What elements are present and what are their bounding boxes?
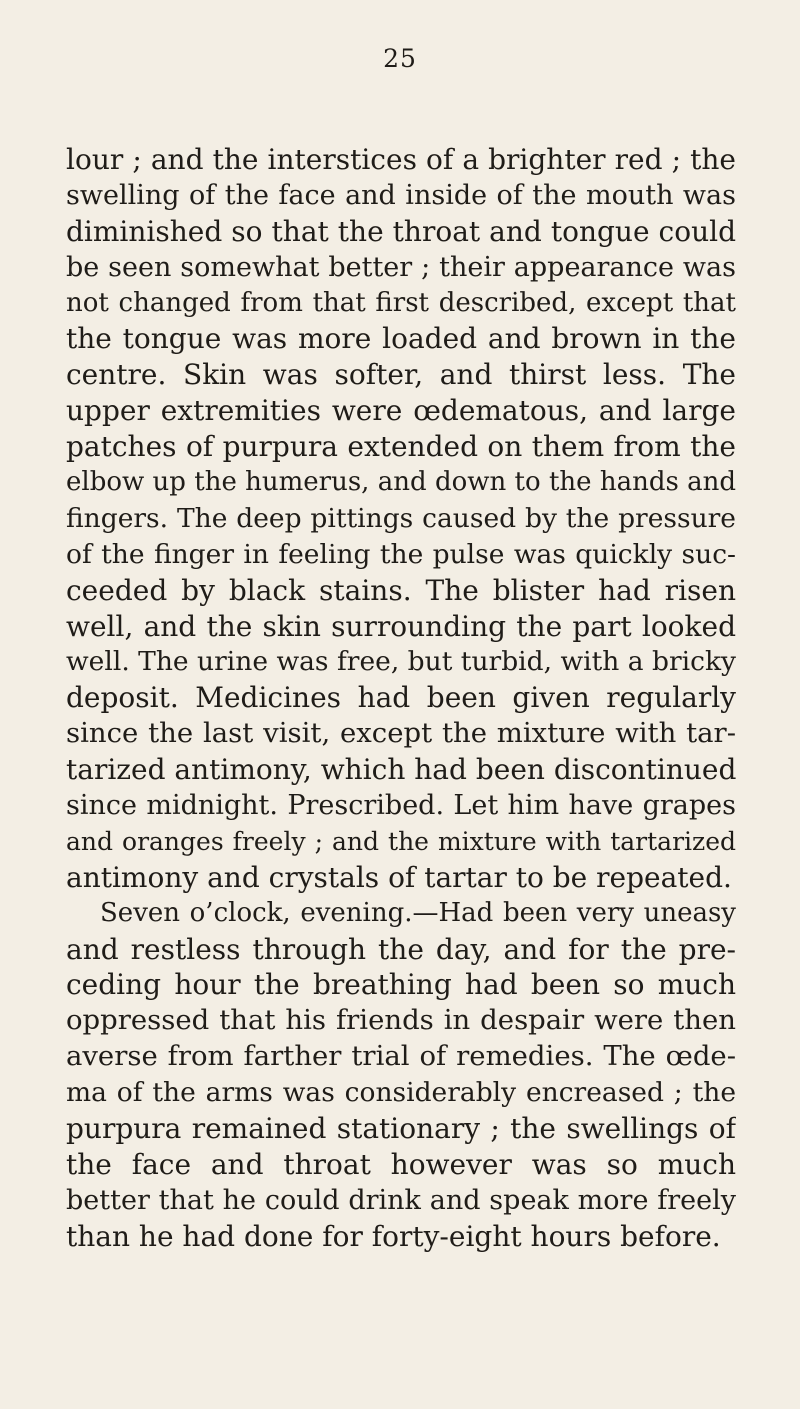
text-line: of the finger in feeling the pulse was quickly suc- — [66, 538, 736, 570]
text-line: averse from farther trial of remedies. The œde- — [66, 1040, 736, 1073]
body-text — [66, 142, 736, 1255]
text-line: Seven o’clock, evening.—Had been very uneasy — [100, 897, 736, 928]
text-line: centre. Skin was softer, and thirst less. The — [66, 358, 736, 392]
text-line: upper extremities were œdematous, and large — [66, 394, 736, 428]
text-line: ma of the arms was considerably encreased ; the — [66, 1077, 736, 1109]
text-line: the tongue was more loaded and brown in the — [66, 322, 736, 356]
text-line: tarized antimony, which had been discontinued — [66, 753, 736, 787]
text-line: swelling of the face and inside of the mouth was — [66, 179, 736, 211]
text-line: since the last visit, except the mixture with tar- — [66, 717, 736, 750]
text-line: ceding hour the breathing had been so much — [66, 968, 736, 1002]
text-line: patches of purpura extended on them from the — [66, 430, 736, 464]
text-line: and restless through the day, and for the pre- — [66, 932, 736, 966]
text-line: well. The urine was free, but turbid, with a bricky — [66, 646, 736, 678]
text-line: the face and throat however was so much — [66, 1147, 736, 1181]
text-line: be seen somewhat better ; their appearance was — [66, 251, 736, 283]
text-line: since midnight. Prescribed. Let him have grapes — [66, 790, 736, 822]
text-line: purpura remained stationary ; the swellings of — [66, 1112, 736, 1146]
text-line: not changed from that first described, except that — [66, 287, 736, 318]
text-line: elbow up the humerus, and down to the hands and — [66, 467, 736, 498]
text-line: and oranges freely ; and the mixture with tartarized — [66, 826, 736, 856]
text-line: antimony and crystals of tartar to be repeated. — [66, 860, 732, 894]
text-line: oppressed that his friends in despair were then — [66, 1004, 736, 1037]
page-number: 25 — [383, 44, 417, 73]
text-line: fingers. The deep pittings caused by the pressure — [66, 502, 736, 534]
text-line: well, and the skin surrounding the part looked — [66, 609, 736, 643]
text-line: diminished so that the throat and tongue could — [66, 214, 736, 248]
text-line: than he had done for forty-eight hours before. — [66, 1219, 721, 1253]
text-line: deposit. Medicines had been given regularly — [66, 681, 736, 715]
text-line: better that he could drink and speak more freely — [66, 1184, 736, 1216]
text-line: ceeded by black stains. The blister had risen — [66, 573, 736, 607]
text-line: lour ; and the interstices of a brighter red ; the — [66, 143, 736, 176]
